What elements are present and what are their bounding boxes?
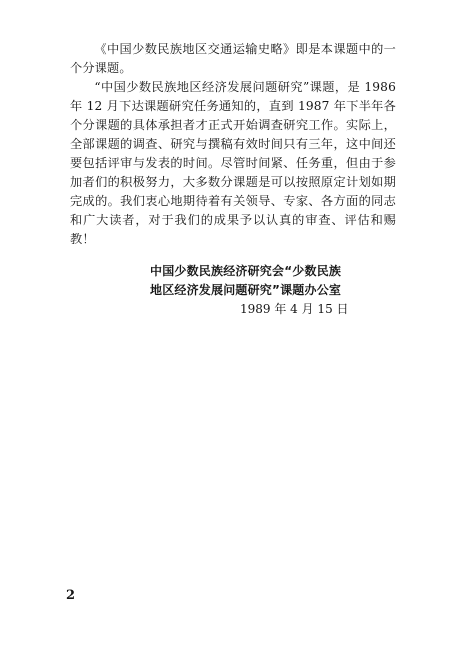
body-text: [70, 40, 396, 249]
signature-org-line-2: 地区经济发展问题研究”课题办公室: [150, 283, 342, 297]
signature-block: [150, 262, 410, 319]
signature-date: 1989 年 4 月 15 日: [240, 302, 349, 316]
paragraph-intro: 《中国少数民族地区交通运输史略》即是本课题中的一个分课题。: [70, 42, 396, 75]
signature-org-line-1: 中国少数民族经济研究会“少数民族: [150, 264, 342, 278]
page-number: 2: [66, 588, 76, 603]
paragraph-main: “中国少数民族地区经济发展问题研究”课题，是 1986 年 12 月下达课题研究任务通知的，直到 1987 年下半年各个分课题的具体承担者才正式开始调查研究工作。实际上，全部课题的调查、研究与撰稿有效时间只有三年，这中间还要包括评审与发表的时间。尽管时间紧、任务重，但由于参加者们的积极努力，大多数分课题是可以按照原定计划如期完成的。我们衷心地期待着有关领导、专家、各方面的同志和广大读者，对于我们的成果予以认真的审查、评估和赐教！: [70, 80, 396, 246]
